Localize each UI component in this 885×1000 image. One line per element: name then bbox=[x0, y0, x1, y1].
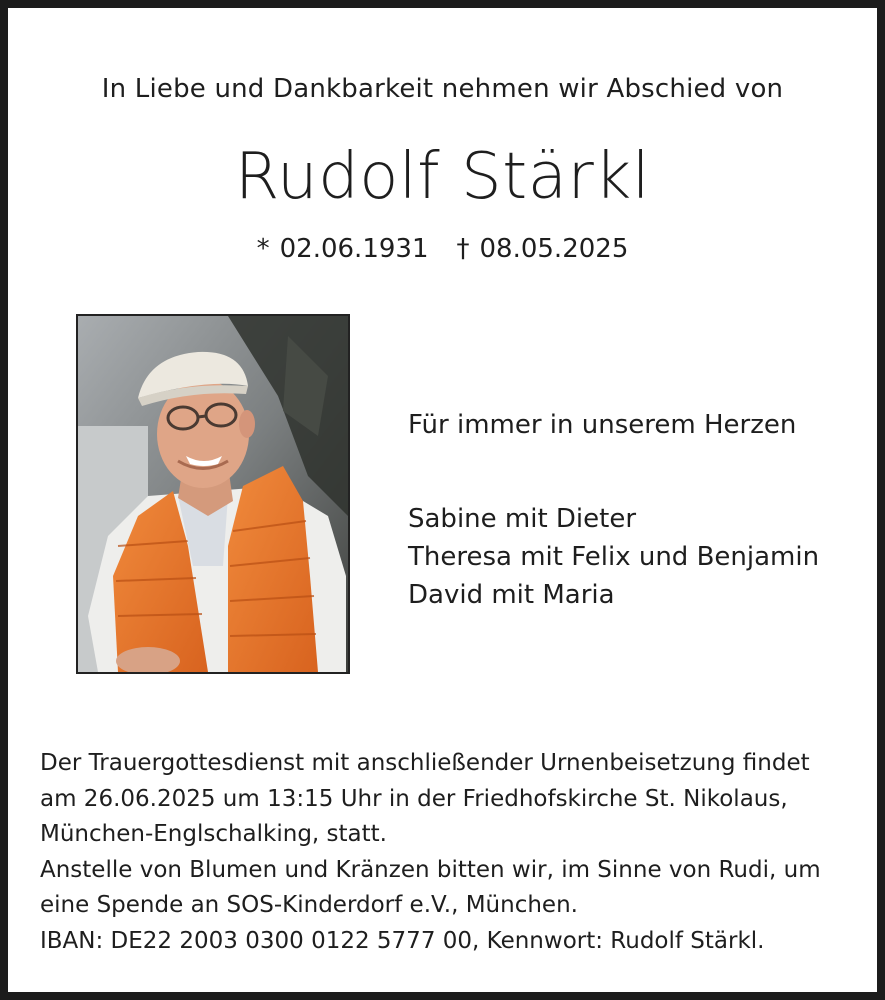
details-line: am 26.06.2025 um 13:15 Uhr in der Friedhofskirche St. Nikolaus, bbox=[40, 785, 788, 812]
birth-date: 02.06.1931 bbox=[279, 234, 429, 264]
details-line: eine Spende an SOS-Kinderdorf e.V., München. bbox=[40, 892, 578, 918]
deceased-name: Rudolf Stärkl bbox=[234, 140, 651, 214]
details-line: München-Englschalking, statt. bbox=[40, 821, 387, 847]
motto-text: Für immer in unserem Herzen bbox=[408, 410, 797, 440]
intro-text: In Liebe und Dankbarkeit nehmen wir Abschied von bbox=[101, 74, 784, 104]
details-line: Anstelle von Blumen und Kränzen bitten wir, im Sinne von Rudi, um bbox=[40, 856, 821, 883]
mourners-list bbox=[408, 500, 819, 614]
service-details bbox=[40, 746, 840, 959]
mourner-line: Theresa mit Felix und Benjamin bbox=[408, 542, 820, 572]
death-cross-icon: † bbox=[456, 234, 470, 264]
details-line: IBAN: DE22 2003 0300 0122 5777 00, Kennwort: Rudolf Stärkl. bbox=[40, 927, 765, 954]
death-date: 08.05.2025 bbox=[479, 234, 629, 264]
mourner-line: Sabine mit Dieter bbox=[408, 504, 637, 534]
details-line: Der Trauergottesdienst mit anschließender Urnenbeisetzung findet bbox=[40, 750, 810, 776]
portrait-photo bbox=[76, 314, 350, 674]
life-dates bbox=[8, 234, 877, 264]
mourner-line: David mit Maria bbox=[408, 580, 615, 610]
birth-star-icon: * bbox=[256, 234, 270, 264]
